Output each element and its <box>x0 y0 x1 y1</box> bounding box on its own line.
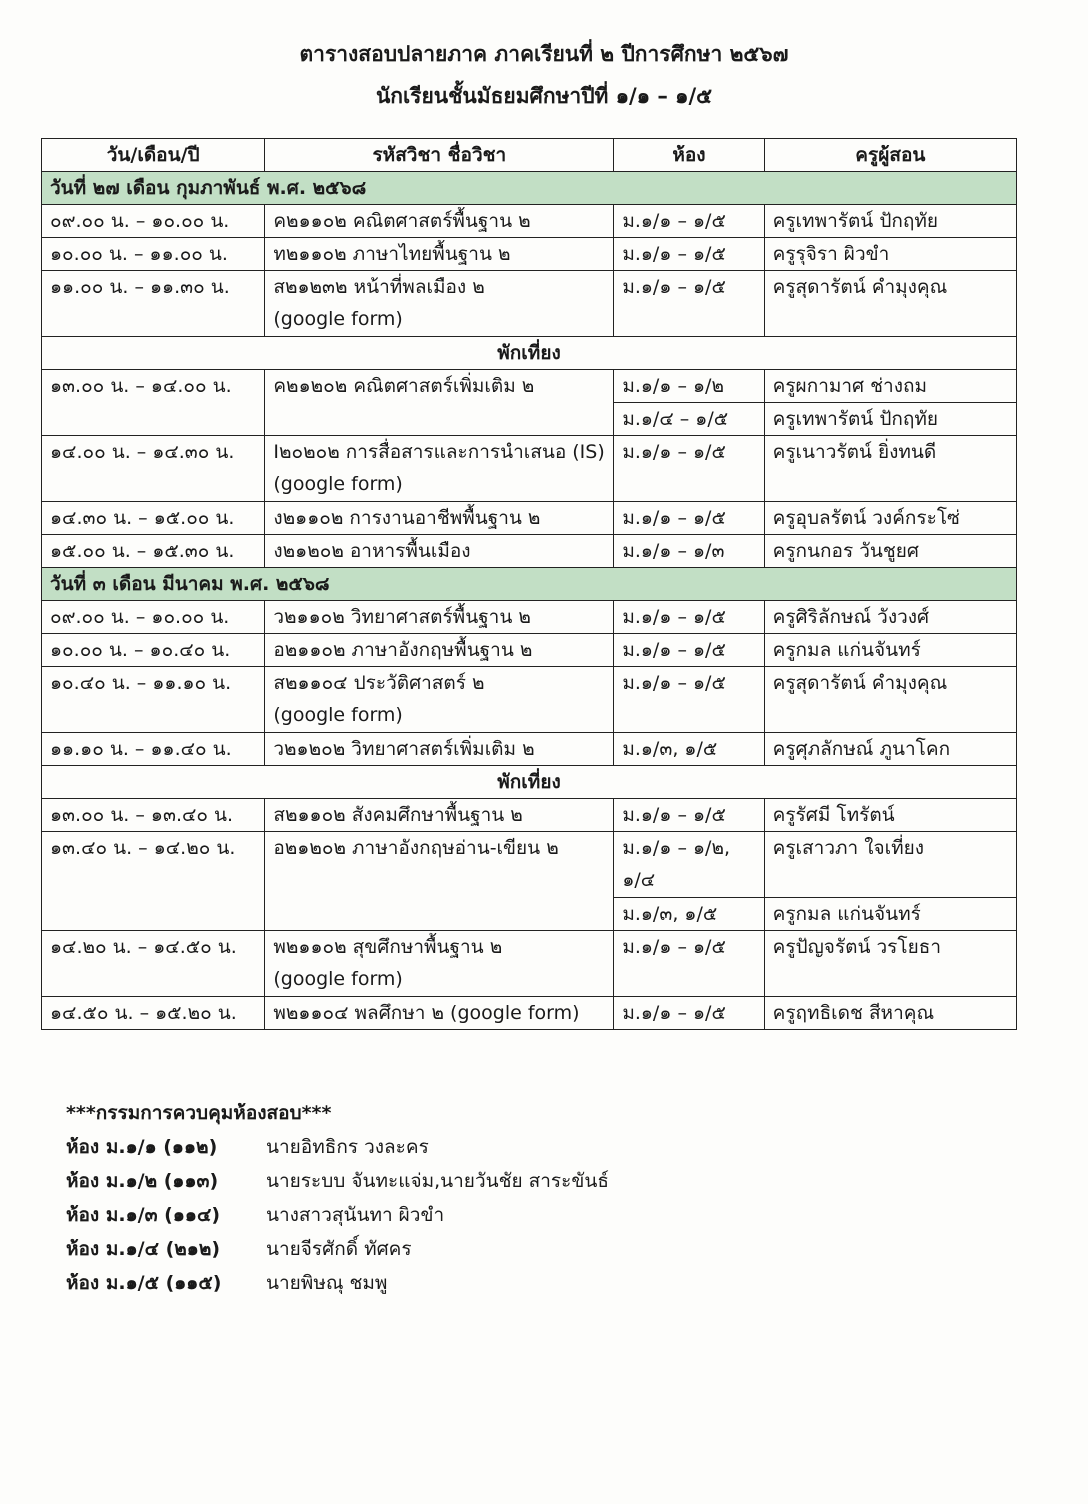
subject-note: (google form) <box>273 968 403 990</box>
room-cell: ม.๑/๑ – ๑/๒ <box>614 370 764 403</box>
time-cell: ๑๐.๐๐ น. – ๑๐.๔๐ น. <box>42 634 265 667</box>
time-cell: ๑๓.๐๐ น. – ๑๓.๔๐ น. <box>42 799 265 832</box>
committee-room: ห้อง ม.๑/๕ (๑๑๕) <box>66 1272 222 1294</box>
teacher-cell: ครูเทพารัตน์ ปักฤทัย <box>764 205 1016 238</box>
subject-cell: ท๒๑๑๐๒ ภาษาไทยพื้นฐาน ๒ <box>265 238 614 271</box>
table-row <box>42 832 1017 898</box>
header-room: ห้อง <box>614 139 764 172</box>
subject-name: ส๒๑๒๓๒ หน้าที่พลเมือง ๒ <box>273 276 485 298</box>
table-row <box>42 634 1017 667</box>
teacher-cell: ครูสุดารัตน์ คำมุงคุณ <box>764 667 1016 733</box>
time-cell: ๑๑.๐๐ น. – ๑๑.๓๐ น. <box>42 271 265 337</box>
room-cell: ม.๑/๑ – ๑/๕ <box>614 271 764 337</box>
time-cell: ๑๑.๑๐ น. – ๑๑.๔๐ น. <box>42 733 265 766</box>
room-cell: ม.๑/๑ – ๑/๕ <box>614 205 764 238</box>
table-row <box>42 370 1017 403</box>
subject-cell: ว๒๑๒๐๒ วิทยาศาสตร์เพิ่มเติม ๒ <box>265 733 614 766</box>
room-cell: ม.๑/๓, ๑/๕ <box>614 733 764 766</box>
table-row <box>42 436 1017 502</box>
header-date: วัน/เดือน/ปี <box>42 139 265 172</box>
committee-names: นายระบบ จันทะแจ่ม,นายวันชัย สาระขันธ์ <box>266 1170 609 1192</box>
subject-note: (google form) <box>273 473 403 495</box>
time-cell: ๑๕.๐๐ น. – ๑๕.๓๐ น. <box>42 535 265 568</box>
room-cell: ม.๑/๑ – ๑/๕ <box>614 931 764 997</box>
room-cell: ม.๑/๑ – ๑/๕ <box>614 502 764 535</box>
table-header-row <box>42 139 1017 172</box>
teacher-cell: ครูเสาวภา ใจเที่ยง <box>764 832 1016 898</box>
committee-room: ห้อง ม.๑/๒ (๑๑๓) <box>66 1170 219 1192</box>
teacher-cell: ครูเทพารัตน์ ปักฤทัย <box>764 403 1016 436</box>
lunch-label: พักเที่ยง <box>42 337 1017 370</box>
day-row <box>42 568 1017 601</box>
subject-cell: อ๒๑๒๐๒ ภาษาอังกฤษอ่าน-เขียน ๒ <box>265 832 614 931</box>
subject-cell: ว๒๑๑๐๒ วิทยาศาสตร์พื้นฐาน ๒ <box>265 601 614 634</box>
time-cell: ๑๐.๐๐ น. – ๑๑.๐๐ น. <box>42 238 265 271</box>
time-cell: ๑๔.๒๐ น. – ๑๔.๕๐ น. <box>42 931 265 997</box>
day-row <box>42 172 1017 205</box>
committee-row <box>66 1232 609 1266</box>
committee-names: นายจีรศักดิ์ ทัศคร <box>266 1238 412 1260</box>
teacher-cell: ครูรัศมี โทรัตน์ <box>764 799 1016 832</box>
subject-cell: ส๒๑๑๐๒ สังคมศึกษาพื้นฐาน ๒ <box>265 799 614 832</box>
committee-room: ห้อง ม.๑/๓ (๑๑๔) <box>66 1204 221 1226</box>
committee-row <box>66 1130 609 1164</box>
subject-note: (google form) <box>273 308 403 330</box>
time-cell: ๑๐.๔๐ น. – ๑๑.๑๐ น. <box>42 667 265 733</box>
page-subtitle: นักเรียนชั้นมัธยมศึกษาปีที่ ๑/๑ – ๑/๕ <box>375 84 713 108</box>
committee-row <box>66 1164 609 1198</box>
subject-cell: ค๒๑๒๐๒ คณิตศาสตร์เพิ่มเติม ๒ <box>265 370 614 436</box>
room-cell: ม.๑/๑ – ๑/๕ <box>614 997 764 1030</box>
time-cell: ๐๙.๐๐ น. – ๑๐.๐๐ น. <box>42 205 265 238</box>
table-row <box>42 271 1017 337</box>
subject-cell <box>265 931 614 997</box>
table-row <box>42 997 1017 1030</box>
teacher-cell: ครูเนาวรัตน์ ยิ่งทนดี <box>764 436 1016 502</box>
table-row <box>42 502 1017 535</box>
teacher-cell: ครูรุจิรา ผิวขำ <box>764 238 1016 271</box>
room-cell: ม.๑/๓, ๑/๕ <box>614 898 764 931</box>
subject-cell <box>265 271 614 337</box>
table-row <box>42 238 1017 271</box>
subject-cell: ง๒๑๑๐๒ การงานอาชีพพื้นฐาน ๒ <box>265 502 614 535</box>
table-row <box>42 535 1017 568</box>
committee-heading: ***กรรมการควบคุมห้องสอบ*** <box>66 1102 332 1124</box>
teacher-cell: ครูผกามาศ ช่างถม <box>764 370 1016 403</box>
table-row <box>42 667 1017 733</box>
committee-names: นางสาวสุนันทา ผิวขำ <box>266 1204 445 1226</box>
teacher-cell: ครูปัญจรัตน์ วรโยธา <box>764 931 1016 997</box>
teacher-cell: ครูอุบลรัตน์ วงค์กระโซ่ <box>764 502 1016 535</box>
teacher-cell: ครูศุภลักษณ์ ภูนาโคก <box>764 733 1016 766</box>
room-cell: ม.๑/๑ – ๑/๕ <box>614 601 764 634</box>
room-cell: ม.๑/๑ – ๑/๕ <box>614 238 764 271</box>
room-cell: ม.๑/๑ – ๑/๕ <box>614 436 764 502</box>
time-cell: ๑๔.๐๐ น. – ๑๔.๓๐ น. <box>42 436 265 502</box>
room-cell <box>614 832 764 898</box>
committee-names: นายอิทธิกร วงละคร <box>266 1136 429 1158</box>
committee-room: ห้อง ม.๑/๑ (๑๑๒) <box>66 1136 218 1158</box>
room-cell: ม.๑/๑ – ๑/๕ <box>614 667 764 733</box>
subject-cell <box>265 667 614 733</box>
subject-name: ส๒๑๑๐๔ ประวัติศาสตร์ ๒ <box>273 672 485 694</box>
room-cell: ม.๑/๔ – ๑/๕ <box>614 403 764 436</box>
subject-name: พ๒๑๑๐๒ สุขศึกษาพื้นฐาน ๒ <box>273 936 503 958</box>
teacher-cell: ครูศิริลักษณ์ วังวงศ์ <box>764 601 1016 634</box>
subject-cell: ค๒๑๑๐๒ คณิตศาสตร์พื้นฐาน ๒ <box>265 205 614 238</box>
header-teacher: ครูผู้สอน <box>764 139 1016 172</box>
time-cell: ๑๔.๕๐ น. – ๑๕.๒๐ น. <box>42 997 265 1030</box>
header-subject: รหัสวิชา ชื่อวิชา <box>265 139 614 172</box>
committee-row <box>66 1266 609 1300</box>
table-row <box>42 931 1017 997</box>
room-cell: ม.๑/๑ – ๑/๕ <box>614 634 764 667</box>
teacher-cell: ครูฤทธิเดช สีหาคุณ <box>764 997 1016 1030</box>
exam-schedule-table <box>41 138 1017 1030</box>
teacher-cell: ครูกมล แก่นจันทร์ <box>764 898 1016 931</box>
subject-cell: อ๒๑๑๐๒ ภาษาอังกฤษพื้นฐาน ๒ <box>265 634 614 667</box>
room-line: ม.๑/๑ – ๑/๒, <box>622 837 731 859</box>
teacher-cell: ครูกมล แก่นจันทร์ <box>764 634 1016 667</box>
table-row <box>42 733 1017 766</box>
table-row <box>42 799 1017 832</box>
room-line: ๑/๔ <box>622 869 656 891</box>
day-label: วันที่ ๒๗ เดือน กุมภาพันธ์ พ.ศ. ๒๕๖๘ <box>42 172 1017 205</box>
committee-room: ห้อง ม.๑/๔ (๒๑๒) <box>66 1238 221 1260</box>
table-row <box>42 205 1017 238</box>
subject-note: (google form) <box>273 704 403 726</box>
time-cell: ๐๙.๐๐ น. – ๑๐.๐๐ น. <box>42 601 265 634</box>
teacher-cell: ครูสุดารัตน์ คำมุงคุณ <box>764 271 1016 337</box>
time-cell: ๑๔.๓๐ น. – ๑๕.๐๐ น. <box>42 502 265 535</box>
page-title: ตารางสอบปลายภาค ภาคเรียนที่ ๒ ปีการศึกษา ๒๕๖๗ <box>299 42 789 66</box>
day-label: วันที่ ๓ เดือน มีนาคม พ.ศ. ๒๕๖๘ <box>42 568 1017 601</box>
subject-cell: ง๒๑๒๐๒ อาหารพื้นเมือง <box>265 535 614 568</box>
table-row <box>42 601 1017 634</box>
subject-name: I๒๐๒๐๒ การสื่อสารและการนำเสนอ (IS) <box>273 441 605 463</box>
subject-cell <box>265 436 614 502</box>
room-cell: ม.๑/๑ – ๑/๓ <box>614 535 764 568</box>
lunch-label: พักเที่ยง <box>42 766 1017 799</box>
committee-row <box>66 1198 609 1232</box>
exam-committee <box>66 1096 609 1300</box>
teacher-cell: ครูกนกอร วันชูยศ <box>764 535 1016 568</box>
time-cell: ๑๓.๐๐ น. – ๑๔.๐๐ น. <box>42 370 265 436</box>
lunch-row <box>42 766 1017 799</box>
committee-names: นายพิษณุ ชมพู <box>266 1272 388 1294</box>
lunch-row <box>42 337 1017 370</box>
time-cell: ๑๓.๔๐ น. – ๑๔.๒๐ น. <box>42 832 265 931</box>
room-cell: ม.๑/๑ – ๑/๕ <box>614 799 764 832</box>
subject-cell: พ๒๑๑๐๔ พลศึกษา ๒ (google form) <box>265 997 614 1030</box>
